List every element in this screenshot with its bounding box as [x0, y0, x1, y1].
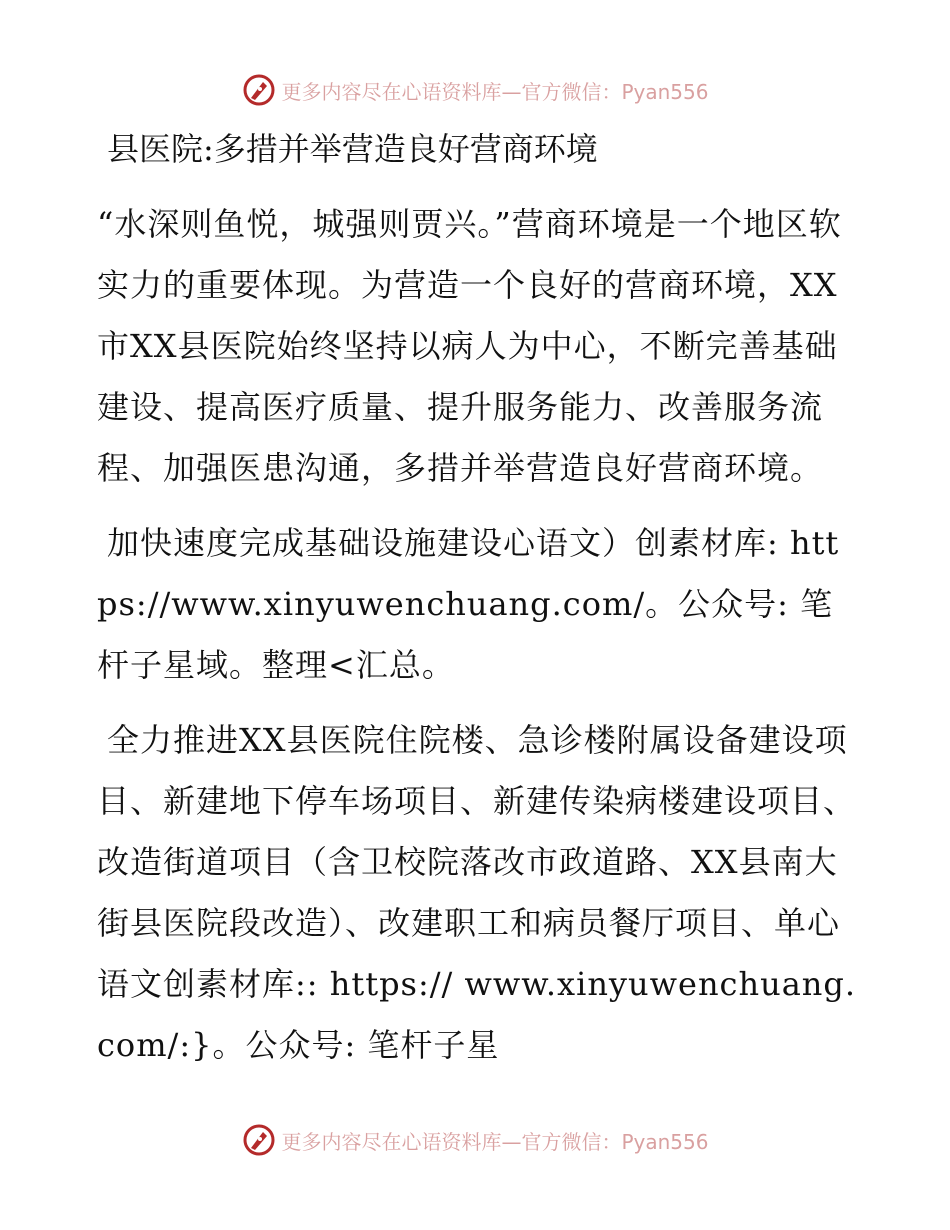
watermark-text: 更多内容尽在心语资料库—官方微信：Pyan556	[281, 79, 709, 104]
watermark-text: 更多内容尽在心语资料库—官方微信：Pyan556	[281, 1129, 709, 1154]
paragraph-projects: 全力推进XX县医院住院楼、急诊楼附属设备建设项目、新建地下停车场项目、新建传染病楼建设项目、改造街道项目（含卫校院落改市政道路、XX县南大街县医院段改造）、改建职工和病员餐厅项目、单心语文创素材库:: https:// www.xinyuwenchuang.com/:}。公众号: 笔杆子星	[97, 721, 857, 1064]
document-title: 县医院:多措并举营造良好营商环境	[107, 130, 598, 168]
watermark-banner-top	[0, 70, 950, 110]
paragraph-infrastructure: 加快速度完成基础设施建设心语文）创素材库: https://www.xinyuwenchuang.com/。公众号: 笔杆子星域。整理<汇总。	[97, 524, 840, 684]
pen-nib-logo-icon	[241, 1122, 277, 1158]
pen-nib-logo-icon	[241, 72, 277, 108]
paragraph-intro: “水深则鱼悦，城强则贾兴。”营商环境是一个地区软实力的重要体现。为营造一个良好的营商环境，XX市XX县医院始终坚持以病人为中心，不断完善基础建设、提高医疗质量、提升服务能力、改善服务流程、加强医患沟通，多措并举营造良好营商环境。	[97, 205, 842, 487]
watermark-banner-bottom	[0, 1120, 950, 1160]
document-body	[97, 124, 857, 1090]
